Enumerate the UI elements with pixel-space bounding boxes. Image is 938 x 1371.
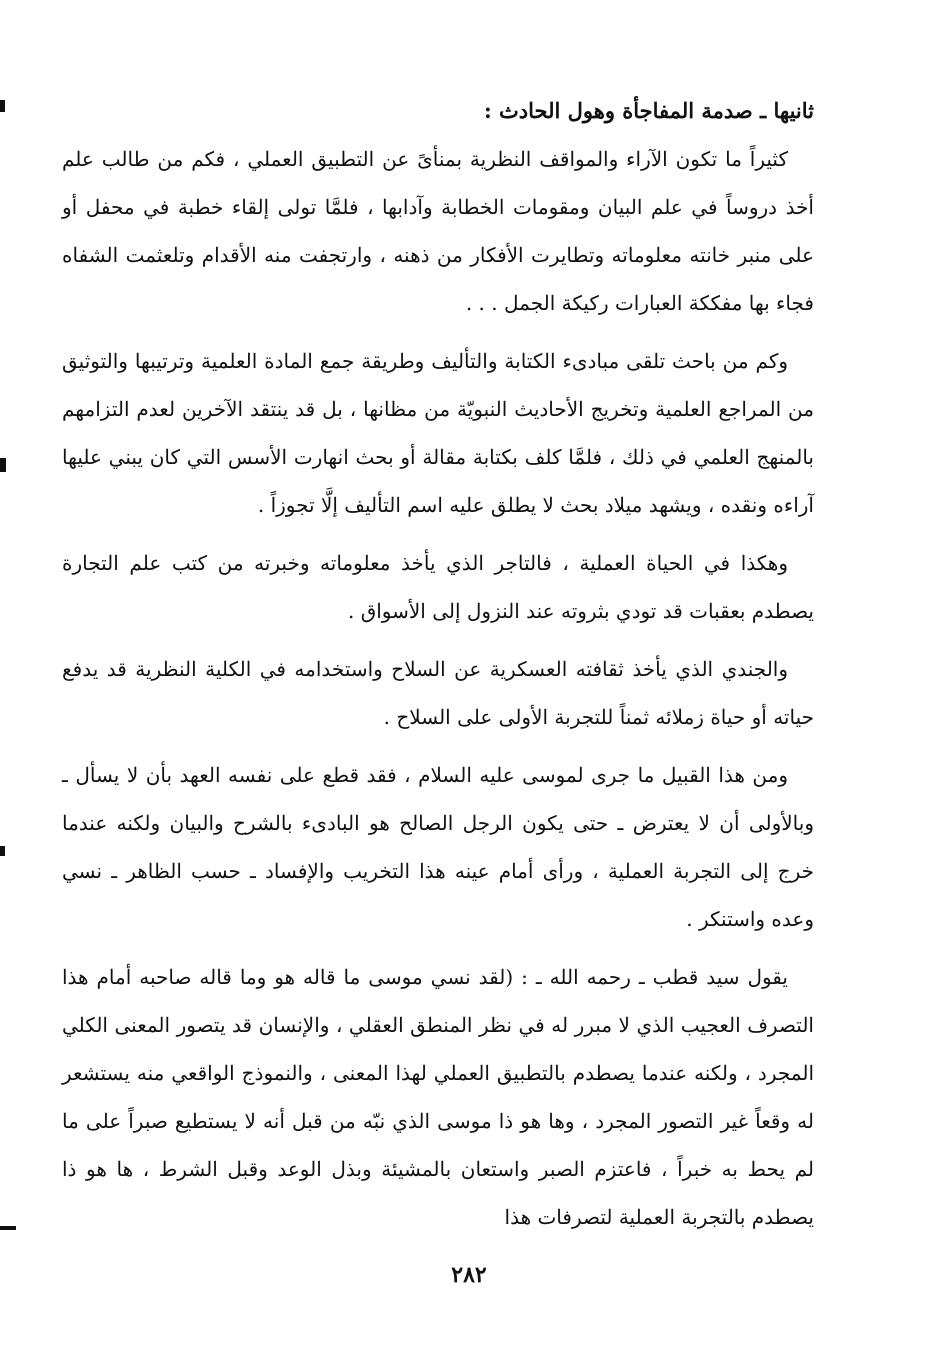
section-heading: ثانيها ـ صدمة المفاجأة وهول الحادث : (483, 98, 814, 123)
paragraph: كثيراً ما تكون الآراء والمواقف النظرية بمنأىً عن التطبيق العملي ، فكم من طالب علم أخذ دروساً في علم البيان ومقومات الخطابة وآدابها ، فلمَّا تولى إلقاء خطبة في محفل أو على منبر خانته معلوماته وتطايرت الأفكار من ذهنه ، وارتجفت منه الأقدام وتلعثمت الشفاه فجاء بها مفككة العبارات ركيكة الجمل . . . (62, 147, 814, 315)
page-body (62, 95, 814, 1251)
paragraph: يقول سيد قطب ـ رحمه الله ـ : (لقد نسي موسى ما قاله هو وما قاله صاحبه أمام هذا التصرف العجيب الذي لا مبرر له في نظر المنطق العقلي ، والإنسان قد يتصور المعنى الكلي المجرد ، ولكنه عندما يصطدم بالتطبيق العملي لهذا المعنى ، والنموذج الواقعي منه يستشعر له وقعاً غير التصور المجرد ، وها هو ذا موسى الذي نبّه من قبل أنه لا يستطيع صبراً على ما لم يحط به خبراً ، فاعتزم الصبر واستعان بالمشيئة وبذل الوعد وقبل الشرط ، ها هو ذا يصطدم بالتجربة العملية لتصرفات هذا (62, 965, 814, 1229)
scan-edge-mark (0, 846, 5, 856)
scan-edge-mark (0, 458, 6, 472)
paragraph: وهكذا في الحياة العملية ، فالتاجر الذي يأخذ معلوماته وخبرته من كتب علم التجارة يصطدم بعقبات قد تودي بثروته عند النزول إلى الأسواق . (62, 551, 814, 623)
page-number: ٢٨٢ (451, 1262, 487, 1288)
scan-edge-mark (0, 1226, 16, 1230)
paragraph: وكم من باحث تلقى مبادىء الكتابة والتأليف وطريقة جمع المادة العلمية وترتيبها والتوثيق من المراجع العلمية وتخريج الأحاديث النبويّة من مظانها ، بل قد ينتقد الآخرين لعدم التزامهم بالمنهج العلمي في ذلك ، فلمَّا كلف بكتابة مقالة أو بحث انهارت الأسس التي كان يبني عليها آراءه ونقده ، ويشهد ميلاد بحث لا يطلق عليه اسم التأليف إلَّا تجوزاً . (62, 349, 814, 517)
paragraph: والجندي الذي يأخذ ثقافته العسكرية عن السلاح واستخدامه في الكلية النظرية قد يدفع حياته أو حياة زملائه ثمناً للتجربة الأولى على السلاح . (62, 657, 814, 729)
paragraph: ومن هذا القبيل ما جرى لموسى عليه السلام ، فقد قطع على نفسه العهد بأن لا يسأل ـ وبالأولى أن لا يعترض ـ حتى يكون الرجل الصالح هو البادىء بالشرح والبيان ولكنه عندما خرج إلى التجربة العملية ، ورأى أمام عينه هذا التخريب والإفساد ـ حسب الظاهر ـ نسي وعده واستنكر . (62, 763, 814, 931)
scan-edge-mark (0, 100, 5, 112)
